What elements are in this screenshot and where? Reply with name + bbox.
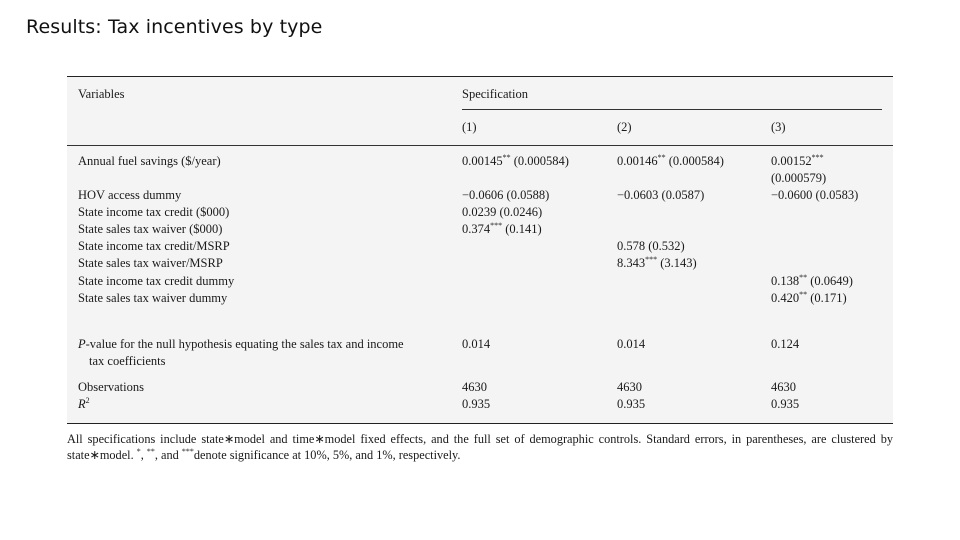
row-label-sales-tax-waiver-msrp: State sales tax waiver/MSRP bbox=[78, 256, 223, 270]
row-label-state-sales-tax-waiver: State sales tax waiver ($000) bbox=[78, 222, 223, 236]
header-variables: Variables bbox=[78, 87, 125, 101]
header-specification: Specification bbox=[462, 87, 528, 101]
row-label-income-tax-credit-dummy: State income tax credit dummy bbox=[78, 274, 235, 288]
cell-income-tax-credit-dummy-3: 0.138** (0.0649) bbox=[771, 273, 853, 288]
row-label-p-value: P-value for the null hypothesis equating the sales tax and income bbox=[78, 337, 404, 351]
cell-observations-3: 4630 bbox=[771, 380, 796, 394]
row-label-p-value-line2: tax coefficients bbox=[89, 354, 166, 368]
cell-p-value-1: 0.014 bbox=[462, 337, 491, 351]
header-rule bbox=[67, 145, 893, 146]
header-col-2: (2) bbox=[617, 120, 632, 134]
slide-title: Results: Tax incentives by type bbox=[26, 16, 323, 38]
cell-annual-fuel-savings-3: 0.00152*** bbox=[771, 153, 824, 168]
row-label-annual-fuel-savings: Annual fuel savings ($/year) bbox=[78, 154, 221, 168]
cell-state-income-tax-credit-1: 0.0239 (0.0246) bbox=[462, 205, 543, 219]
cell-hov-access-1: −0.0606 (0.0588) bbox=[462, 188, 550, 202]
row-label-income-tax-credit-msrp: State income tax credit/MSRP bbox=[78, 239, 230, 253]
cell-p-value-2: 0.014 bbox=[617, 337, 646, 351]
cell-sales-tax-waiver-msrp-2: 8.343*** (3.143) bbox=[617, 255, 697, 270]
cell-hov-access-2: −0.0603 (0.0587) bbox=[617, 188, 705, 202]
row-label-r-squared: $R^2$ bbox=[78, 396, 90, 411]
cell-annual-fuel-savings-2: 0.00146** (0.000584) bbox=[617, 153, 724, 168]
cell-r-squared-3: 0.935 bbox=[771, 397, 800, 411]
cell-annual-fuel-savings-1: 0.00145** (0.000584) bbox=[462, 153, 569, 168]
cell-p-value-3: 0.124 bbox=[771, 337, 800, 351]
cell-r-squared-1: 0.935 bbox=[462, 397, 491, 411]
cell-r-squared-2: 0.935 bbox=[617, 397, 646, 411]
specification-rule bbox=[462, 109, 882, 110]
row-label-state-income-tax-credit: State income tax credit ($000) bbox=[78, 205, 230, 219]
header-col-3: (3) bbox=[771, 120, 786, 134]
regression-table bbox=[67, 76, 893, 424]
table-footnote: All specifications include state∗model and time∗model fixed effects, and the full set of demographic controls. Standard errors, in parentheses, are clustered by state∗model. *, **, and ***denote significance at 10%, 5%, and 1%, respectively. bbox=[67, 432, 893, 462]
header-col-1: (1) bbox=[462, 120, 477, 134]
cell-sales-tax-waiver-dummy-3: 0.420** (0.171) bbox=[771, 290, 847, 305]
cell-observations-1: 4630 bbox=[462, 380, 487, 394]
cell-hov-access-3: −0.0600 (0.0583) bbox=[771, 188, 859, 202]
row-label-observations: Observations bbox=[78, 380, 144, 394]
cell-annual-fuel-savings-3-se: (0.000579) bbox=[771, 171, 827, 185]
row-label-hov-access: HOV access dummy bbox=[78, 188, 182, 202]
cell-state-sales-tax-waiver-1: 0.374*** (0.141) bbox=[462, 221, 542, 236]
row-label-sales-tax-waiver-dummy: State sales tax waiver dummy bbox=[78, 291, 228, 305]
cell-income-tax-credit-msrp-2: 0.578 (0.532) bbox=[617, 239, 685, 253]
cell-observations-2: 4630 bbox=[617, 380, 642, 394]
